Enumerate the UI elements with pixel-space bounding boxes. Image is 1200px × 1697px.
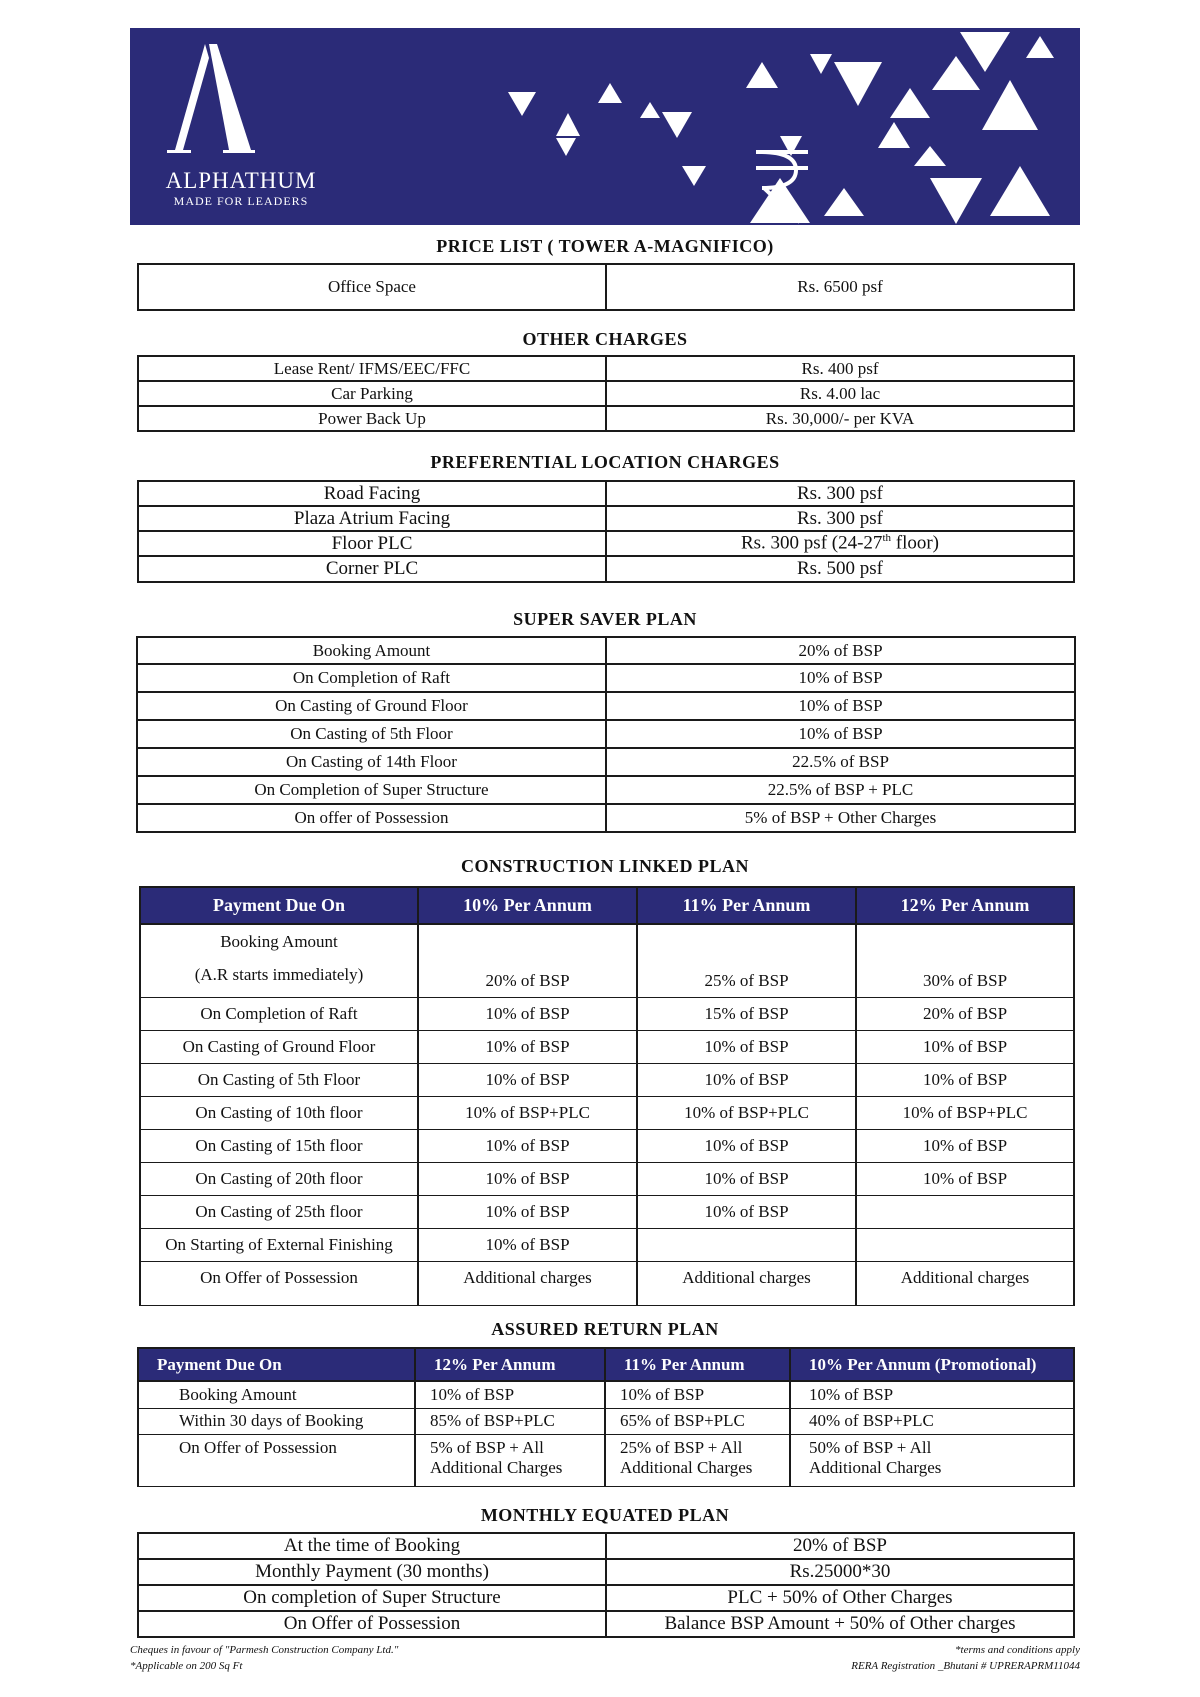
row-label: Lease Rent/ IFMS/EEC/FFC [138,356,606,381]
price-list-title: PRICE LIST ( TOWER A-MAGNIFICO) [436,236,774,256]
table-row [140,1229,1074,1262]
row-label: On completion of Super Structure [138,1585,606,1611]
table-row [138,556,1074,582]
floor-plc-value: Rs. 300 psf (24-27 [740,532,883,554]
row-label: Within 30 days of Booking [138,1408,415,1434]
cell: 20% of BSP [856,998,1074,1031]
mep-table [137,1532,1075,1638]
table-row [138,356,1074,381]
cell [637,1229,856,1262]
table-row [138,506,1074,531]
table-row [137,664,1075,692]
row-label: Power Back Up [138,406,606,431]
row-label: On Casting of 5th Floor [140,1064,418,1097]
cell: 15% of BSP [637,998,856,1031]
row-value: Rs. 300 psf [606,506,1074,531]
rera-registration: RERA Registration _Bhutani # UPRERAPRM11044 [851,1660,1080,1672]
table-row [137,637,1075,664]
row-value: 22.5% of BSP + PLC [606,776,1075,804]
cell: 10% of BSP [418,1031,637,1064]
row-label: Plaza Atrium Facing [138,506,606,531]
row-value: Balance BSP Amount + 50% of Other charges [606,1611,1074,1637]
cell-line: 5% of BSP + All [430,1437,544,1457]
header-banner [130,28,1080,225]
table-row [138,1408,1074,1434]
cell-line: Additional Charges [809,1457,942,1477]
cell: 10% of BSP [605,1381,790,1408]
row-label: On Completion of Super Structure [137,776,606,804]
plc-table [137,480,1075,583]
cell: 10% of BSP [418,1163,637,1196]
table-row [140,1064,1074,1097]
footer-right [851,1642,1080,1674]
row-label: At the time of Booking [138,1533,606,1559]
cell: 20% of BSP [418,924,637,998]
cell: 10% of BSP [415,1381,605,1408]
row-label: On Completion of Raft [140,998,418,1031]
cell: 10% of BSP [790,1381,1074,1408]
row-label: Booking Amount [138,1381,415,1408]
other-charges-table [137,355,1075,432]
row-label: On Casting of 25th floor [140,1196,418,1229]
plc-title: PREFERENTIAL LOCATION CHARGES [430,452,780,472]
cell [605,1434,790,1486]
table-row [137,720,1075,748]
row-label: Car Parking [138,381,606,406]
floor-plc-value-end: floor) [891,532,940,554]
row-value: Rs. 6500 psf [606,264,1074,310]
table-row [138,1381,1074,1408]
brand-tagline: MADE FOR LEADERS [173,194,309,208]
column-header: 12% Per Annum [856,887,1074,924]
table-row [138,1559,1074,1585]
cell: 10% of BSP [637,1196,856,1229]
table-row [137,776,1075,804]
cell: 10% of BSP [637,1031,856,1064]
cell: 10% of BSP+PLC [637,1097,856,1130]
table-header-row [140,887,1074,924]
column-header: Payment Due On [140,887,418,924]
table-row [140,1262,1074,1306]
table-row [140,924,1074,998]
cell [415,1434,605,1486]
row-value [606,531,1074,556]
cell-line: Additional Charges [430,1457,563,1477]
clp-title: CONSTRUCTION LINKED PLAN [460,856,750,876]
row-value: 5% of BSP + Other Charges [606,804,1075,832]
table-row [137,692,1075,720]
cell [856,1229,1074,1262]
row-value: 10% of BSP [606,720,1075,748]
super-saver-table [136,636,1076,833]
cell: 10% of BSP [637,1163,856,1196]
applicable-note: *Applicable on 200 Sq Ft [130,1660,243,1672]
row-value: Rs. 30,000/- per KVA [606,406,1074,431]
row-value: 20% of BSP [606,637,1075,664]
table-row [137,804,1075,832]
table-row [138,1533,1074,1559]
row-value: 20% of BSP [606,1533,1074,1559]
column-header: 10% Per Annum [418,887,637,924]
cell: 10% of BSP [418,998,637,1031]
cell: 10% of BSP [637,1130,856,1163]
row-value: Rs. 300 psf [606,481,1074,506]
table-row [138,406,1074,431]
cell [856,1196,1074,1229]
table-row [140,1031,1074,1064]
rupee-icon [752,146,812,224]
cell: Additional charges [637,1262,856,1306]
table-header-row [138,1348,1074,1381]
cell: 40% of BSP+PLC [790,1408,1074,1434]
floor-plc-sup: th [882,532,891,545]
row-label: On Casting of 5th Floor [137,720,606,748]
row-value: 10% of BSP [606,664,1075,692]
row-label: On Casting of 15th floor [140,1130,418,1163]
table-row [138,264,1074,310]
row-label: Road Facing [138,481,606,506]
row-value: Rs. 400 psf [606,356,1074,381]
row-label: On Offer of Possession [140,1262,418,1306]
table-row [138,1585,1074,1611]
column-header: 10% Per Annum (Promotional) [790,1348,1074,1381]
cell: 10% of BSP [418,1130,637,1163]
row-label: On Completion of Raft [137,664,606,692]
footer-left [130,1642,398,1674]
arp-title: ASSURED RETURN PLAN [491,1319,719,1339]
row-value: PLC + 50% of Other Charges [606,1585,1074,1611]
table-row [138,381,1074,406]
row-label: Office Space [138,264,606,310]
row-label: On Casting of 14th Floor [137,748,606,776]
row-label: On Offer of Possession [138,1611,606,1637]
label-line: (A.R starts immediately) [194,965,364,984]
triangle-pattern-icon [130,28,1080,225]
table-row [137,748,1075,776]
column-header: 12% Per Annum [415,1348,605,1381]
mep-title: MONTHLY EQUATED PLAN [480,1505,730,1525]
row-label: On Starting of External Finishing [140,1229,418,1262]
row-label: On Casting of 20th floor [140,1163,418,1196]
table-row [140,998,1074,1031]
row-label: On Casting of 10th floor [140,1097,418,1130]
row-label: On Casting of Ground Floor [140,1031,418,1064]
brand-name: ALPHATHUM [165,168,317,193]
cell-line: 50% of BSP + All [809,1437,932,1457]
row-value: Rs.25000*30 [606,1559,1074,1585]
other-charges-title: OTHER CHARGES [522,329,688,349]
super-saver-title: SUPER SAVER PLAN [513,609,697,629]
row-label [140,924,418,998]
table-row [140,1196,1074,1229]
label-line: Booking Amount [220,932,338,951]
cell: 30% of BSP [856,924,1074,998]
cell [790,1434,1074,1486]
cell: 10% of BSP [418,1229,637,1262]
cell: 10% of BSP [418,1064,637,1097]
column-header: 11% Per Annum [605,1348,790,1381]
terms-note: *terms and conditions apply [955,1644,1080,1656]
cell-line: 25% of BSP + All [620,1437,743,1457]
cell: 10% of BSP [418,1196,637,1229]
row-value: Rs. 500 psf [606,556,1074,582]
table-row [138,531,1074,556]
table-row [138,481,1074,506]
row-label: Floor PLC [138,531,606,556]
cell: 10% of BSP [856,1130,1074,1163]
table-row [138,1611,1074,1637]
table-row [140,1097,1074,1130]
cell: 25% of BSP [637,924,856,998]
row-label: On Offer of Possession [138,1434,415,1486]
cell: 65% of BSP+PLC [605,1408,790,1434]
row-label: Corner PLC [138,556,606,582]
cell: 10% of BSP [856,1163,1074,1196]
table-row [140,1130,1074,1163]
cell-line: Additional Charges [620,1457,753,1477]
row-label: Booking Amount [137,637,606,664]
cell: 10% of BSP+PLC [856,1097,1074,1130]
cell: 10% of BSP [637,1064,856,1097]
row-value: 22.5% of BSP [606,748,1075,776]
table-row [140,1163,1074,1196]
cell: 10% of BSP [856,1031,1074,1064]
arp-table [137,1347,1075,1487]
cell: 10% of BSP [856,1064,1074,1097]
column-header: Payment Due On [138,1348,415,1381]
table-row [138,1434,1074,1486]
price-list-table [137,263,1075,311]
cell: Additional charges [856,1262,1074,1306]
cell: 10% of BSP+PLC [418,1097,637,1130]
row-label: Monthly Payment (30 months) [138,1559,606,1585]
row-label: On offer of Possession [137,804,606,832]
cheques-note: Cheques in favour of "Parmesh Construction Company Ltd." [130,1644,399,1656]
column-header: 11% Per Annum [637,887,856,924]
row-value: Rs. 4.00 lac [606,381,1074,406]
clp-table [139,886,1075,1306]
cell: Additional charges [418,1262,637,1306]
cell: 85% of BSP+PLC [415,1408,605,1434]
row-value: 10% of BSP [606,692,1075,720]
row-label: On Casting of Ground Floor [137,692,606,720]
